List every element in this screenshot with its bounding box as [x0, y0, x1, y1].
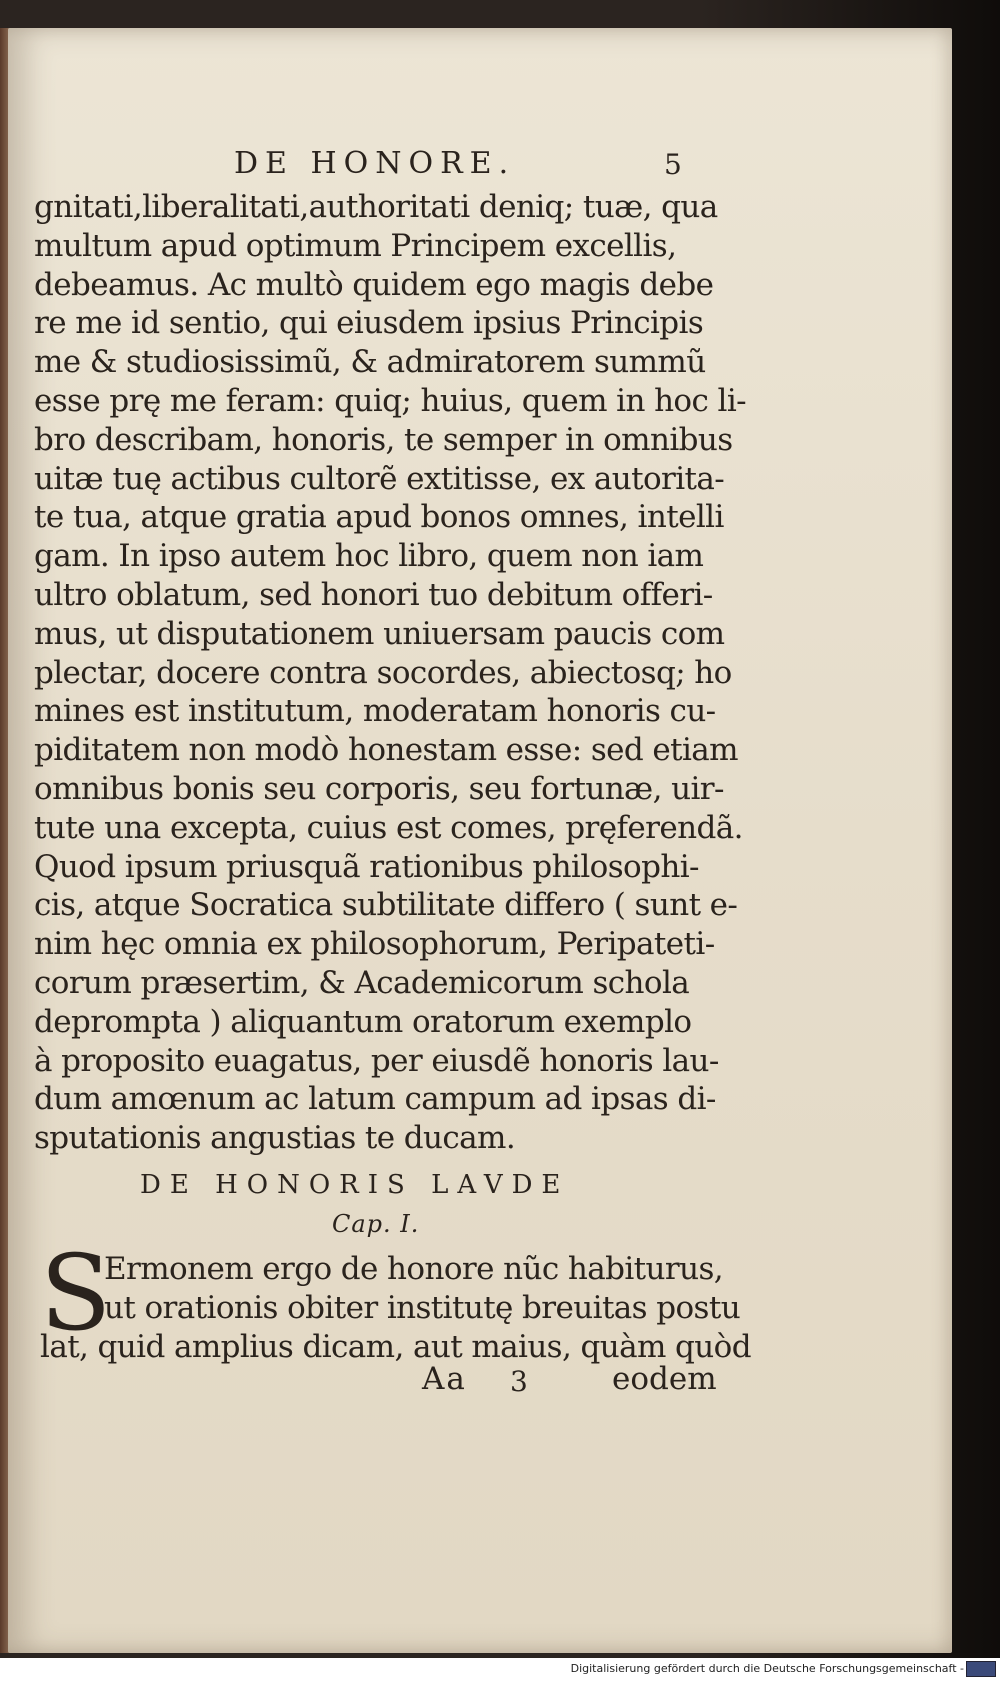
running-title: DE HONORE.: [234, 146, 516, 181]
text-line: uitæ tuę actibus cultorẽ extitisse, ex autorita-: [34, 460, 725, 497]
text-line: nim hęc omnia ex philosophorum, Peripateti-: [34, 926, 715, 963]
text-line: Quod ipsum priusquã rationibus philosophi-: [34, 848, 699, 885]
text-line: piditatem non modò honestam esse: sed etiam: [34, 732, 738, 769]
running-head: [8, 146, 952, 186]
text-line: multum apud optimum Principem excellis,: [34, 227, 677, 264]
signature-mark: Aa: [422, 1361, 467, 1397]
text-line: corum præsertim, & Academicorum schola: [34, 964, 690, 1001]
text-line: tute una excepta, cuius est comes, pręferendã.: [34, 809, 743, 846]
text-line: Ermonem ergo de honore nũc habiturus,: [104, 1251, 724, 1287]
text-line: ultro oblatum, sed honori tuo debitum offeri-: [34, 576, 713, 613]
text-line: re me id sentio, qui eiusdem ipsius Principis: [34, 305, 704, 342]
page-number: 5: [664, 148, 682, 181]
text-line: cis, atque Socratica subtilitate differo ( sunt e-: [34, 887, 738, 924]
signature-number: 3: [510, 1365, 528, 1398]
chapter-title: DE HONORIS LAVDE: [140, 1170, 570, 1200]
book-page: [8, 28, 952, 1653]
signature-line: [8, 1361, 952, 1401]
dfg-logo: [966, 1661, 996, 1677]
catchword: eodem: [612, 1361, 717, 1397]
text-line: deprompta ) aliquantum oratorum exemplo: [34, 1003, 692, 1040]
text-line: dum amœnum ac latum campum ad ipsas di-: [34, 1081, 716, 1118]
drop-cap-initial: S: [40, 1232, 112, 1354]
footer-bar: [0, 1658, 1000, 1681]
text-line: plectar, docere contra socordes, abiectosq; ho: [34, 654, 732, 691]
text-line: sputationis angustias te ducam.: [34, 1120, 516, 1157]
footer-credit: Digitalisierung gefördert durch die Deutsche Forschungsgemeinschaft -: [570, 1662, 964, 1675]
text-line: gnitati,liberalitati,authoritati deniq; tuæ, qua: [34, 189, 718, 225]
text-line: bro describam, honoris, te semper in omnibus: [34, 421, 733, 458]
text-line: ut orationis obiter institutę breuitas postu: [104, 1289, 741, 1326]
text-line: mus, ut disputationem uniuersam paucis com: [34, 615, 725, 652]
text-line: mines est institutum, moderatam honoris cu-: [34, 693, 716, 730]
chapter-text: [40, 1250, 751, 1366]
text-line: debeamus. Ac multò quidem ego magis debe: [34, 266, 714, 303]
text-line: gam. In ipso autem hoc libro, quem non iam: [34, 538, 704, 575]
body-text: [34, 188, 747, 1158]
text-line: à proposito euagatus, per eiusdẽ honoris lau-: [34, 1042, 719, 1079]
text-line: omnibus bonis seu corporis, seu fortunæ, uir-: [34, 770, 724, 807]
text-line: lat, quid amplius dicam, aut maius, quàm quòd: [40, 1328, 751, 1365]
text-line: me & studiosissimũ, & admiratorem summũ: [34, 344, 706, 381]
text-line: te tua, atque gratia apud bonos omnes, intelli: [34, 499, 724, 536]
text-line: esse prę me feram: quiq; huius, quem in hoc li-: [34, 382, 747, 419]
chapter-number: Cap. I.: [332, 1210, 420, 1238]
